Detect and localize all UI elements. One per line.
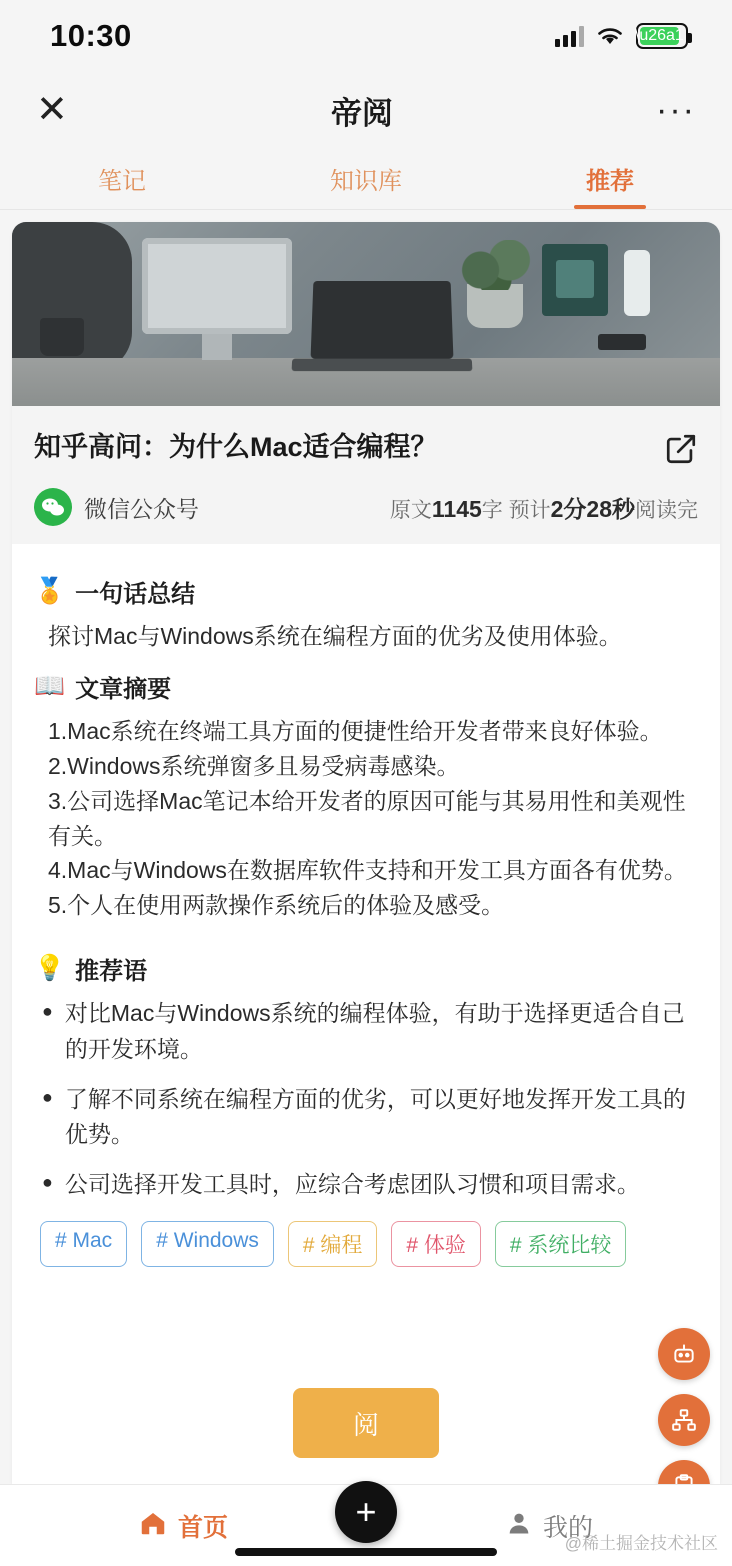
summary-section-title: 一句话总结	[75, 581, 196, 608]
tabbar-label-home: 首页	[177, 1513, 228, 1542]
person-icon	[505, 1509, 533, 1542]
tag-system-comparison[interactable]: # 系统比较	[495, 1221, 627, 1267]
article-footer	[12, 1370, 720, 1484]
recommend-item	[34, 1167, 698, 1203]
tag-windows[interactable]: # Windows	[141, 1221, 274, 1267]
status-time: 10:30	[50, 18, 132, 53]
home-indicator	[235, 1548, 497, 1556]
tag-experience[interactable]: # 体验	[391, 1221, 481, 1267]
tab-notes[interactable]: 笔记	[98, 168, 146, 195]
more-options-icon[interactable]: ···	[656, 91, 696, 129]
floating-action-rail	[658, 1328, 710, 1484]
home-icon	[138, 1508, 168, 1543]
tag-list	[34, 1221, 698, 1267]
watermark: @稀土掘金技术社区	[564, 1534, 718, 1553]
close-icon[interactable]: ✕	[36, 89, 68, 131]
recommend-item-text: 了解不同系统在编程方面的优劣，可以更好地发挥开发工具的优势。	[64, 1085, 686, 1148]
recommend-item	[34, 1082, 698, 1153]
content-scroll-area[interactable]	[0, 210, 732, 1484]
navigation-bar	[0, 72, 732, 148]
abstract-item: 1.Mac系统在终端工具方面的便捷性给开发者带来良好体验。	[48, 717, 663, 744]
external-link-icon[interactable]	[664, 432, 698, 466]
lightbulb-icon: 💡	[34, 954, 66, 983]
abstract-item: 2.Windows系统弹窗多且易受病毒感染。	[48, 752, 460, 779]
bullet-icon: ●	[42, 1001, 53, 1022]
recommend-item-text: 对比Mac与Windows系统的编程体验，有助于选择更适合自己的开发环境。	[64, 1000, 685, 1062]
article-source	[34, 488, 199, 526]
cellular-signal-icon	[555, 25, 584, 47]
read-button[interactable]: 阅	[293, 1388, 439, 1458]
wifi-icon	[596, 25, 624, 47]
recommend-item	[34, 996, 698, 1067]
summary-text: 探讨Mac与Windows系统在编程方面的优劣及使用体验。	[48, 623, 622, 649]
status-icons	[555, 23, 688, 49]
battery-charging-icon: \u26a1	[636, 23, 688, 49]
tag-mac[interactable]: # Mac	[40, 1221, 127, 1267]
article-header	[12, 406, 720, 544]
abstract-item: 4.Mac与Windows在数据库软件支持和开发工具方面各有优势。	[48, 857, 687, 884]
tab-knowledge-base[interactable]: 知识库	[330, 168, 402, 195]
source-name: 微信公众号	[84, 495, 199, 522]
summary-section-header	[34, 574, 698, 609]
abstract-section-header	[34, 669, 698, 704]
bullet-icon: ●	[42, 1171, 53, 1192]
recommend-item-text: 公司选择开发工具时，应综合考虑团队习惯和项目需求。	[64, 1170, 640, 1197]
tabbar-label-mine: 我的	[542, 1513, 593, 1542]
abstract-section-title: 文章摘要	[75, 675, 172, 703]
mindmap-button[interactable]	[658, 1394, 710, 1446]
book-icon: 📖	[34, 671, 66, 700]
abstract-item: 3.公司选择Mac笔记本给开发者的原因可能与其易用性和美观性有关。	[48, 787, 686, 849]
bottom-tab-bar	[0, 1484, 732, 1566]
article-card	[12, 222, 720, 1484]
recommend-section-title: 推荐语	[75, 958, 148, 986]
article-body	[12, 544, 720, 1370]
tabbar-item-home[interactable]	[0, 1508, 366, 1544]
article-hero-image	[12, 222, 720, 406]
abstract-item: 5.个人在使用两款操作系统后的体验及感受。	[48, 892, 505, 919]
bullet-icon: ●	[42, 1086, 53, 1107]
ai-assistant-button[interactable]	[658, 1328, 710, 1380]
tag-programming[interactable]: # 编程	[288, 1221, 378, 1267]
tab-recommend[interactable]: 推荐	[488, 148, 732, 209]
recommend-section-header	[34, 951, 698, 986]
status-bar	[0, 0, 732, 72]
medal-icon: 🏅	[34, 577, 66, 605]
wechat-icon	[34, 488, 72, 526]
top-tabs	[0, 148, 732, 210]
article-title: 知乎高问：为什么Mac适合编程？	[34, 432, 438, 462]
clipboard-button[interactable]	[658, 1460, 710, 1484]
read-info: 原文1145字 预计2分28秒阅读完	[389, 495, 698, 522]
add-button[interactable]: +	[335, 1481, 397, 1543]
page-title: 帝阅	[330, 95, 393, 131]
